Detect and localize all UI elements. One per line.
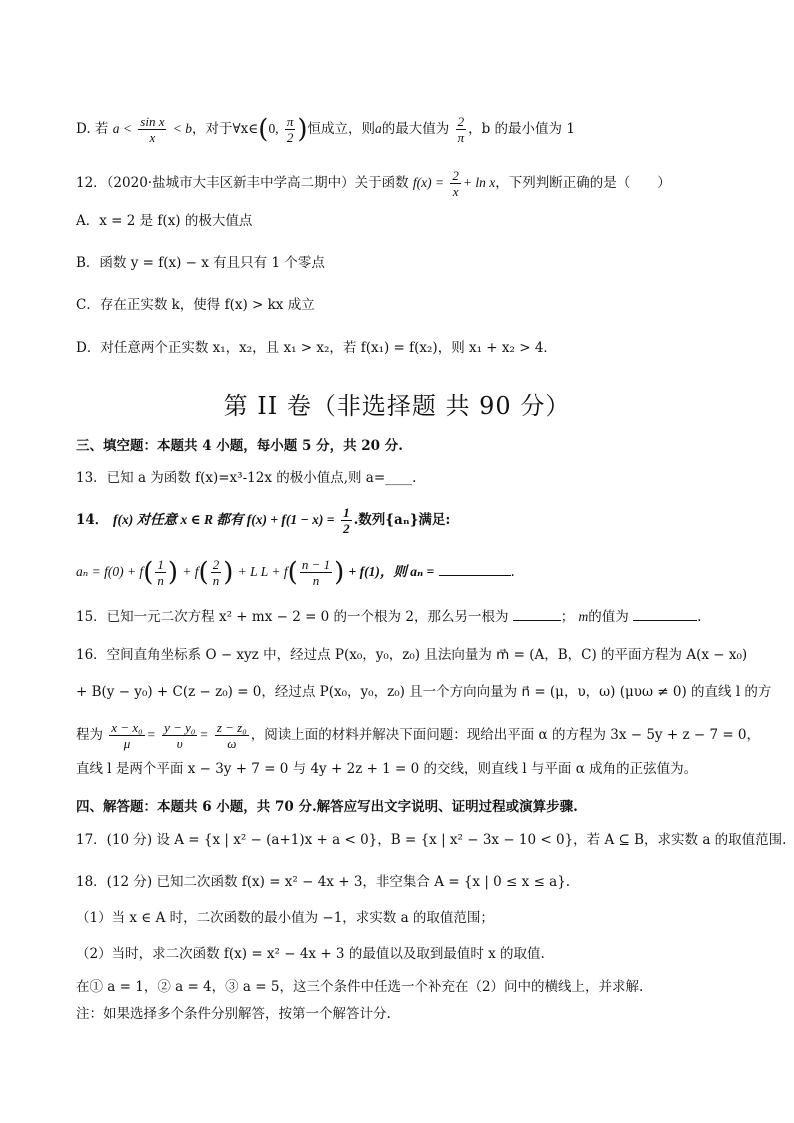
fraction-y-over-upsilon: $\frac{\text{y − y₀}}{\upsilon}$ [164, 720, 196, 751]
question-18-choices: 在① a = 1，② a = 4，③ a = 5，这三个条件中任选一个补充在（2）问中的横线上，并求解. [76, 979, 644, 995]
fraction-1-over-n: $\frac{1}{n}$ [157, 557, 164, 588]
question-12-option-c: C．存在正实数 k，使得 f(x) > kx 成立 [76, 297, 315, 313]
question-16-line3: 程为 $\frac{\text{x − x₀}}{\mu}$ = $\frac{\text{y − y₀}}{\upsilon}$ = $\frac{\text{z − z₀}}{\omega}$ ，阅读上面的材料并解决下面问题：现给出平面 α 的方程为 3x − 5y + z − 7 = 0， [76, 720, 761, 751]
fraction-x-over-mu: $\frac{\text{x − x₀}}{\mu}$ [111, 720, 143, 751]
fraction-sinx-over-x: $\frac{\text{sin x}}{x}$ [140, 114, 165, 145]
fraction-n-minus-1-over-n: $\frac{n - 1}{n}$ [301, 557, 331, 588]
question-13: 13．已知 a 为函数 f(x)=x³-12x 的极小值点,则 a=____. [76, 470, 417, 486]
question-18-note: 注：如果选择多个条件分别解答，按第一个解答计分. [76, 1006, 391, 1022]
question-16-line2: + B(y − y₀) + C(z − z₀) = 0，经过点 P(x₀，y₀，z₀) 且一个方向向量为 n⃗ = (μ，υ，ω) (μυω ≠ 0) 的直线 l 的方 [76, 684, 772, 700]
question-12-option-b: B．函数 y = f(x) − x 有且只有 1 个零点 [76, 255, 325, 271]
fraction-z-over-omega: $\frac{\text{z − z₀}}{\omega}$ [216, 720, 247, 751]
question-15: 15．已知一元二次方程 x² + mx − 2 = 0 的一个根为 2，那么另一根为 ； m的值为 . [76, 606, 734, 627]
answer-blank[interactable] [633, 606, 697, 621]
answer-blank[interactable] [439, 561, 511, 576]
question-14-line2: aₙ = f(0) + f( $\frac{1}{n}$ ) + f( $\frac{2}{n}$ ) + L L + f( $\frac{n - 1}{n}$ ) + f(1)，则 aₙ = . [76, 557, 515, 588]
question-18-stem: 18．(12 分) 已知二次函数 f(x) = x² − 4x + 3，非空集合 A = {x | 0 ≤ x ≤ a}. [76, 874, 571, 890]
fraction-2-over-pi: $\frac{2}{\pi}$ [457, 114, 465, 145]
question-18-part2: （2）当时，求二次函数 f(x) = x² − 4x + 3 的最值以及取到最值时 x 的取值. [76, 946, 545, 962]
part3-heading: 三、填空题：本题共 4 小题，每小题 5 分，共 20 分. [76, 438, 403, 454]
question-14-line1: 14． f(x) 对任意 x ∈ R 都有 f(x) + f(1 − x) = $\frac{1}{2}$ .数列{aₙ}满足: [76, 505, 451, 536]
question-16-line1: 16．空间直角坐标系 O − xyz 中，经过点 P(x₀，y₀，z₀) 且法向量为 m⃗ = (A，B，C) 的平面方程为 A(x − x₀) [76, 647, 748, 663]
question-12-option-d: D．对任意两个正实数 x₁，x₂，且 x₁ > x₂，若 f(x₁) = f(x₂)，则 x₁ + x₂ > 4． [76, 340, 557, 356]
fraction-pi-over-2: $\frac{\pi}{2}$ [286, 114, 294, 145]
question-18-part1: （1）当 x ∈ A 时，二次函数的最小值为 −1，求实数 a 的取值范围； [76, 910, 494, 926]
question-16-line4: 直线 l 是两个平面 x − 3y + 7 = 0 与 4y + 2z + 1 = 0 的交线，则直线 l 与平面 α 成角的正弦值为。 [76, 761, 698, 777]
option-d-prev: D. 若 a < $\frac{\text{sin x}}{x}$ < b，对于∀x∈(0, $\frac{\pi}{2}$ )恒成立，则a的最大值为 $\frac{2}{\pi}$ ，b 的最小值为 1 [76, 114, 575, 145]
answer-blank[interactable] [513, 606, 561, 621]
section-title: 第 II 卷（非选择题 共 90 分） [223, 392, 571, 420]
question-17: 17．(10 分) 设 A = {x | x² − (a+1)x + a < 0}，B = {x | x² − 3x − 10 < 0}，若 A ⊆ B，求实数 a 的取值范围. [76, 832, 787, 848]
fraction-one-half: $\frac{1}{2}$ [343, 505, 350, 536]
question-12-option-a: A．x = 2 是 f(x) 的极大值点 [76, 213, 253, 229]
fraction-2-over-n: $\frac{2}{n}$ [212, 557, 220, 588]
part4-heading: 四、解答题：本题共 6 小题，共 70 分.解答应写出文字说明、证明过程或演算步骤. [76, 799, 578, 815]
question-12-stem: 12．（2020·盐城市大丰区新丰中学高二期中）关于函数 f(x) = $\frac{2}{x}$ + ln x，下列判断正确的是（ ） [76, 168, 671, 199]
fraction-2-over-x: $\frac{2}{x}$ [452, 168, 459, 199]
